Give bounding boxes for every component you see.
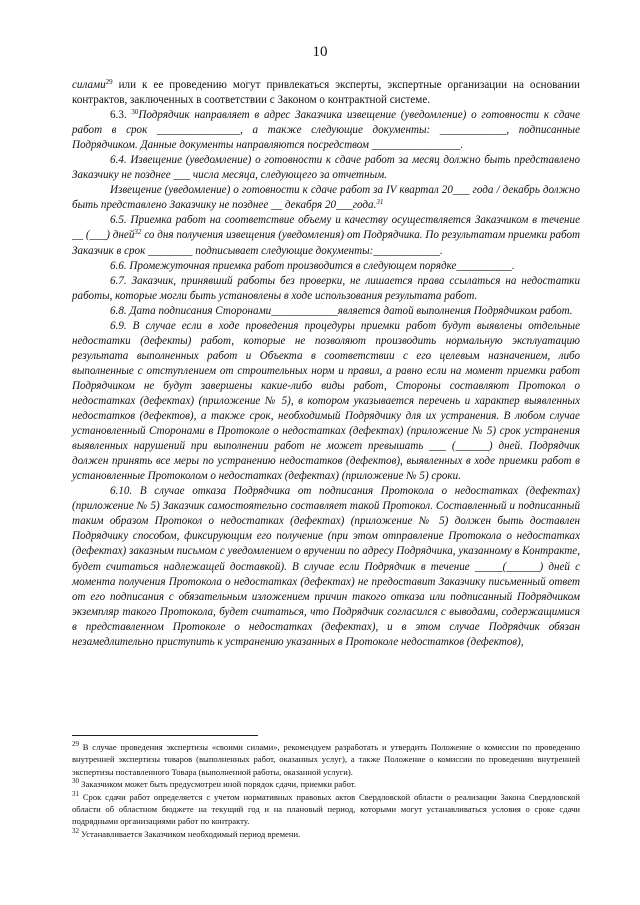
footnote-text: Заказчиком может быть предусмотрен иной порядок сдачи, приемки работ. [79,779,357,790]
clause-6-5 [72,213,580,258]
footnote-text: Устанавливается Заказчиком необходимый период времени. [79,828,301,839]
footnote-number: 31 [72,789,79,798]
text-run: силами [72,79,106,91]
footnote-text: В случае проведения экспертизы «своими силами», рекомендуем разработать и утвердить Положение о комиссии по проведению внутренней экспертизы товаров (выполненных работ, оказанных услуг), а также Положение о комиссии по проведению внутренней экспертизы поставленного Товара (выполненной работы, оказанной услуги). [72,742,580,777]
clause-6-9: 6.9. В случае если в ходе проведения процедуры приемки работ будут выявлены отдельные недостатки (дефекты) работ, которые не позволяют производить нормальную эксплуатацию результата выполненных работ и Объекта в соответствии с его целевым назначением, либо выполненные с отступлением от строительных норм и правил, а равно если на момент приемки работ Подрядчиком не будут завершены какие-либо виды работ, Стороны составляют Протокол о недостатках (дефектах) (приложение № 5), в котором указывается перечень и характер выявленных недостатков (дефектов), а также срок, необходимый Подрядчику для их устранения. В любом случае установленный Сторонами в Протоколе о недостатках (дефектах) (приложение № 5) срок устранения выявленных нарушений при выполнении работ не может превышать ___ (______) дней. Подрядчик должен принять все меры по устранению недостатков (дефектов), выявленных в ходе приемки работ в установленные Протоколом о недостатках (дефектах) (приложение № 5) сроки. [72,319,580,483]
footnote-31 [72,791,580,828]
footnote-number: 32 [72,826,79,835]
clause-6-7: 6.7. Заказчик, принявший работы без проверки, не лишается права ссылаться на недостатки работы, которые могли быть установлены в ходе использования результата работ. [72,274,580,302]
clause-6-8: 6.8. Дата подписания Сторонами____________является датой выполнения Подрядчиком работ. [110,304,573,317]
clause-number: 6.3. [110,109,132,122]
text-run: 6.5. Приемка работ на соответствие объему и качеству осуществляется Заказчиком в течение __ (___) дней [72,214,580,242]
footnote-32 [72,828,580,840]
footnote-30 [72,778,580,790]
page-number: 10 [312,44,328,60]
clause-6-10: 6.10. В случае отказа Подрядчика от подписания Протокола о недостатках (дефектах) (приложение № 5) Заказчик самостоятельно составляет такой Протокол. Составленный и подписанный таким образом Протокол о недостатках (дефектах) (приложение № 5) должен быть доставлен Подрядчику способом, фиксирующим его получение (при этом отправление Протокола о недостатках (дефектах) заказным письмом с уведомлением о вручении по адресу Подрядчика, указанному в Контракте, будет считаться надлежащей доставкой). В случае если Подрядчик в течение _____(______) дней с момента получения Протокола о недостатках (дефектах) не предоставит Заказчику письменный ответ от его подписания с обязательным изложением причин такого отказа или подписанный Подрядчиком экземпляр такого Протокола, будет считаться, что Подрядчик согласился с выводами, содержащимися в представленном Протоколе о недостатках (дефектах), и в этом случае Подрядчик обязан незамедлительно приступить к устранению указанных в Протоколе недостатков (дефектов), [72,485,580,648]
paragraph-continuation [72,78,580,108]
footnote-text: Срок сдачи работ определяется с учетом нормативных правовых актов Свердловской области о реализации Закона Свердловской области об областном бюджете на текущий год и на плановый период, которыми могут устанавливаться условия о сроке сдачи подрядными организациями работ по контракту. [72,791,580,827]
clause-6-4-quarter [72,183,580,213]
clause-6-6: 6.6. Промежуточная приемка работ производится в следующем порядке__________. [110,259,515,272]
footnote-29 [72,741,580,778]
clause-6-3 [72,108,580,153]
footnote-ref-32[interactable]: 32 [134,228,142,237]
text-run: Подрядчик направляет в адрес Заказчика извещение (уведомление) о готовности к сдаче работ в срок _______________, а также следующие документы: ____________, подписанные Подрядчиком. Данные документы направляются посредством ________________. [72,109,580,152]
footnote-ref-30[interactable]: 30 [131,108,139,117]
footnote-number: 30 [72,777,79,786]
clause-6-4: 6.4. Извещение (уведомление) о готовности к сдаче работ за месяц должно быть представлено Заказчику не позднее ___ числа месяца, следующего за отчетным. [72,154,580,182]
footnotes [72,741,580,840]
text-run: Извещение (уведомление) о готовности к сдаче работ за IV квартал 20___ года / декабрь должно быть представлено Заказчику не позднее __ декабря 20___года. [72,184,580,212]
footnote-number: 29 [72,740,79,748]
contract-body [72,78,580,650]
footnote-separator [72,735,258,736]
text-run: или к ее проведению могут привлекаться эксперты, экспертные организации на основании контрактов, заключенных в соответствии с Законом о контрактной системе. [72,79,580,107]
footnote-ref-31[interactable]: 31 [376,198,384,207]
footnote-ref-29[interactable]: 29 [105,78,113,86]
text-run: со дня получения извещения (уведомления) от Подрядчика. По результатам приемки работ Заказчик в срок ________ подписывает следующие документы:____________. [72,229,581,257]
